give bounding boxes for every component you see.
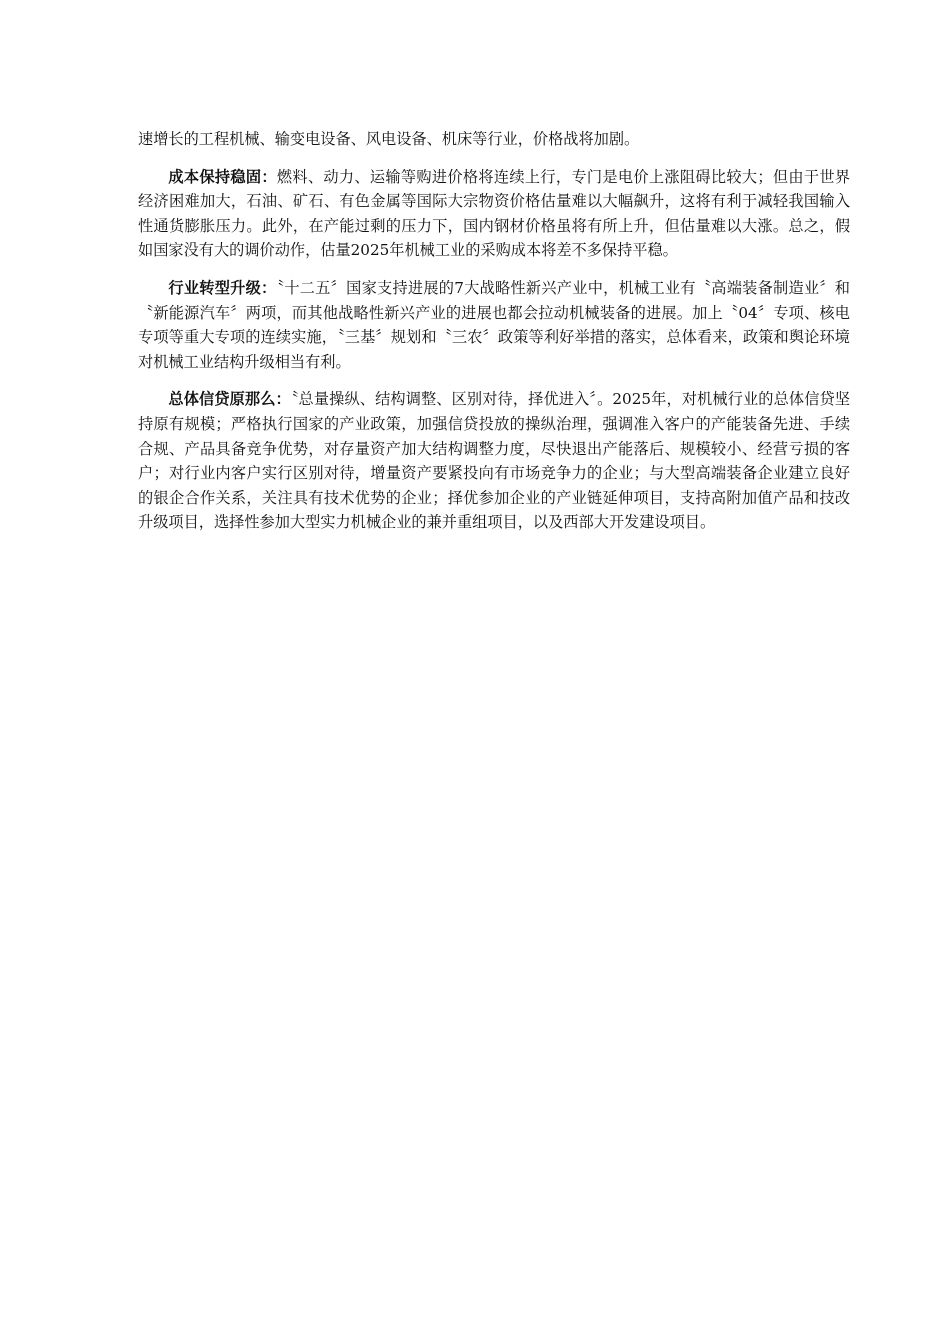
paragraph-credit-principle [138,387,850,535]
paragraph-text: 〝十二五〞国家支持进展的7大战略性新兴产业中，机械工业有〝高端装备制造业〞和〝新能源汽车〞两项，而其他战略性新兴产业的进展也都会拉动机械装备的进展。加上〝04〞专项、核电专项等重大专项的连续实施，〝三基〞规划和〝三农〞政策等利好举措的落实，总体看来，政策和舆论环境对机械工业结构升级相当有利。 [138,278,850,371]
document-body [138,127,850,548]
paragraph-text: 速增长的工程机械、输变电设备、风电设备、机床等行业，价格战将加剧。 [138,130,640,148]
paragraph-continuation [138,127,850,152]
paragraph-heading: 行业转型升级： [168,278,277,297]
paragraph-industry-upgrade [138,276,850,374]
paragraph-text: 〝总量操纵、结构调整、区别对待，择优进入〞。2025年，对机械行业的总体信贷坚持原有规模；严格执行国家的产业政策，加强信贷投放的操纵治理，强调准入客户的产能装备先进、手续合规、产品具备竞争优势，对存量资产加大结构调整力度，尽快退出产能落后、规模较小、经营亏损的客户；对行业内客户实行区别对待，增量资产要紧投向有市场竞争力的企业；与大型高端装备企业建立良好的银企合作关系，关注具有技术优势的企业；择优参加企业的产业链延伸项目，支持高附加值产品和技改升级项目，选择性参加大型实力机械企业的兼并重组项目，以及西部大开发建设项目。 [138,390,851,532]
paragraph-cost-stability [138,165,850,263]
paragraph-text: 燃料、动力、运输等购进价格将连续上行，专门是电价上涨阻碍比较大；但由于世界经济困难加大，石油、矿石、有色金属等国际大宗物资价格估量难以大幅飙升，这将有利于减轻我国输入性通货膨胀压力。此外，在产能过剩的压力下，国内钢材价格虽将有所上升，但估量难以大涨。总之，假如国家没有大的调价动作，估量2025年机械工业的采购成本将差不多保持平稳。 [138,167,851,260]
paragraph-heading: 总体信贷原那么： [168,390,291,409]
paragraph-heading: 成本保持稳固： [168,167,277,186]
